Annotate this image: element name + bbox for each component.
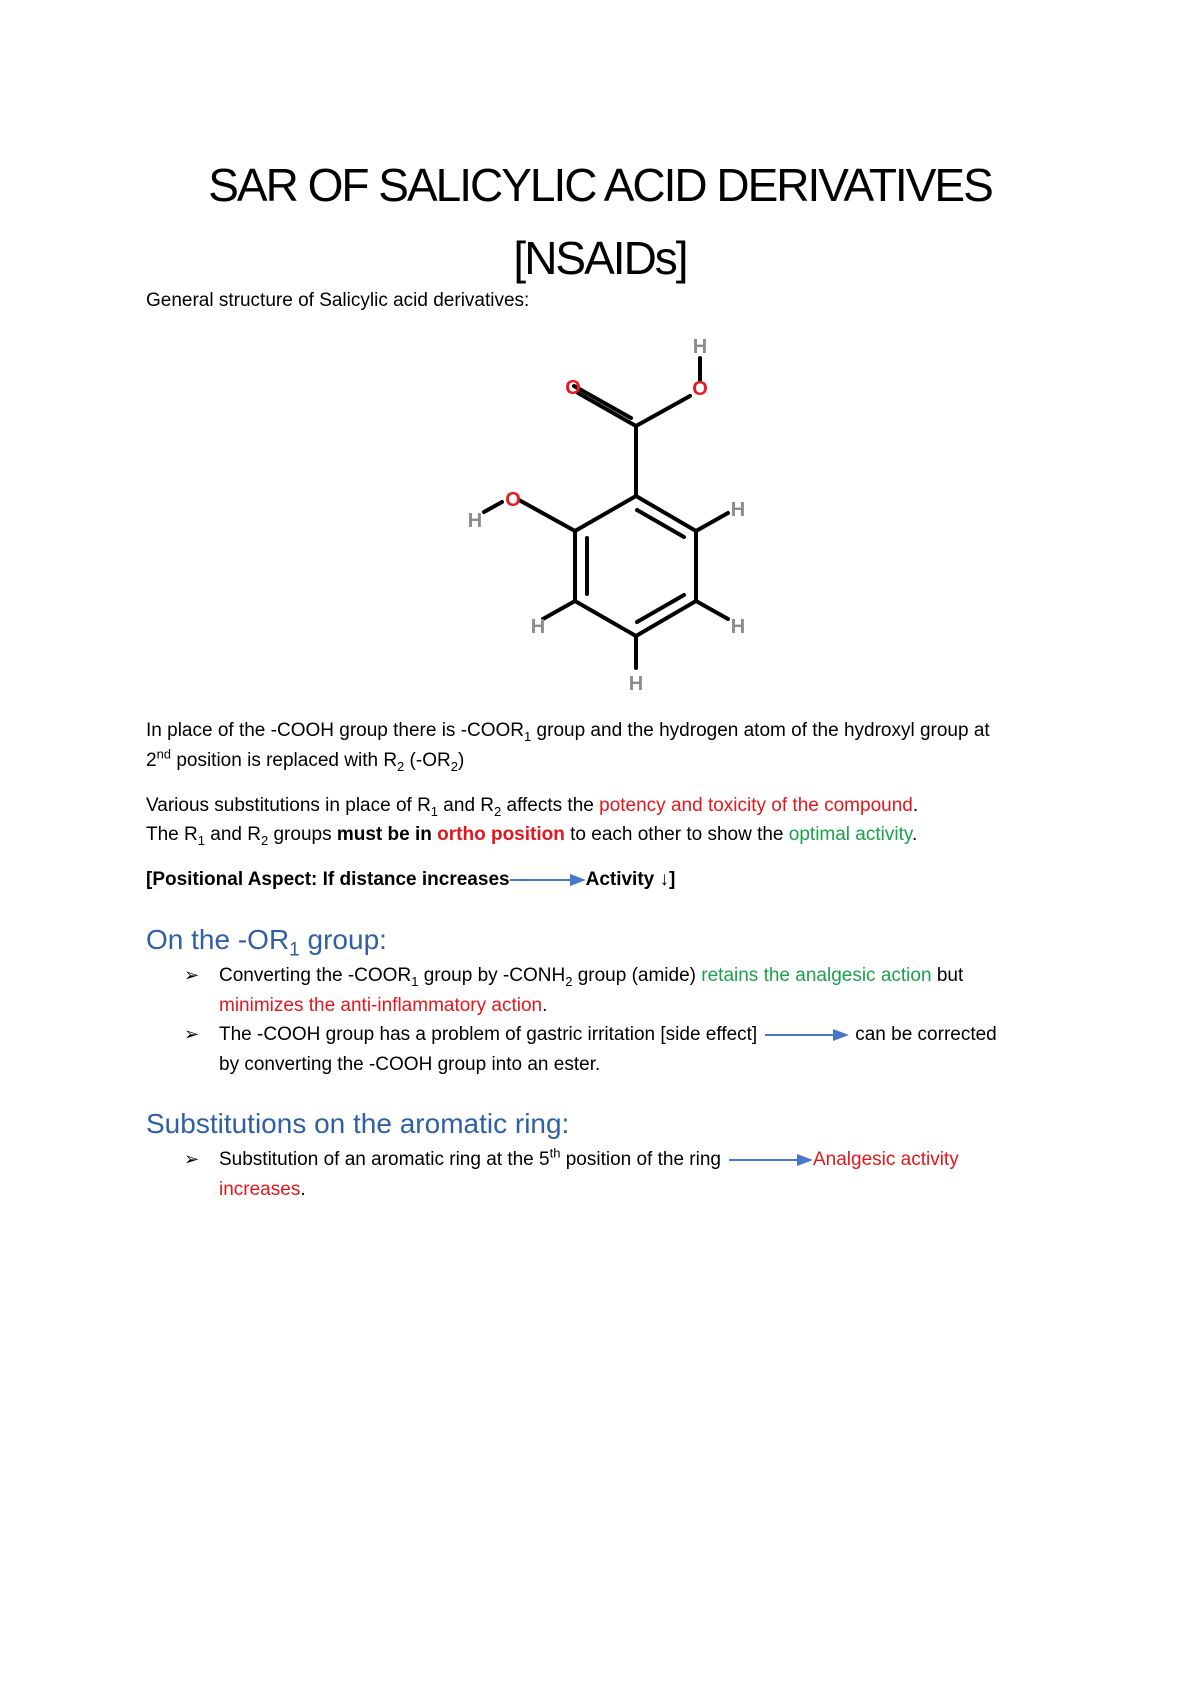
ring-hydrogen-label: H <box>730 499 746 521</box>
text-span: groups <box>268 824 337 845</box>
subscript: 2 <box>565 973 573 989</box>
list-item <box>219 1145 959 1170</box>
superscript: nd <box>156 746 172 762</box>
section-heading-or1 <box>146 924 387 961</box>
highlight-red: Analgesic activity <box>812 1149 959 1170</box>
highlight-red: minimizes the anti-inflammatory action <box>219 995 543 1016</box>
intro-text: General structure of Salicylic acid derivatives: <box>146 290 530 311</box>
ring-hydrogen-label: H <box>530 616 546 638</box>
text-span: . <box>300 1179 306 1200</box>
text-span: group: <box>299 924 387 955</box>
bullet-arrow-icon: ➢ <box>184 965 200 985</box>
text-span: . <box>542 995 548 1016</box>
text-span: affects the <box>501 795 600 816</box>
highlight-red: increases <box>219 1179 301 1200</box>
subscript: 2 <box>450 758 458 774</box>
bullet-arrow-icon: ➢ <box>184 1024 200 1044</box>
subscript: 2 <box>397 758 405 774</box>
text-span: but <box>931 965 964 986</box>
text-span: and R <box>438 795 495 816</box>
subscript: 2 <box>494 803 502 819</box>
highlight-green: retains the analgesic action <box>701 965 932 986</box>
phenol-hydrogen-label: H <box>467 510 483 532</box>
page-title: SAR OF SALICYLIC ACID DERIVATIVES <box>208 159 992 211</box>
subscript: 1 <box>430 803 439 819</box>
text-span: The R <box>146 824 198 845</box>
subscript: 1 <box>197 832 205 848</box>
text-span: On the -OR <box>146 924 290 955</box>
subscript: 1 <box>289 939 300 961</box>
arrow-right-icon <box>765 1028 849 1042</box>
highlight-red: potency and toxicity of the compound <box>599 795 913 816</box>
acid-hydrogen-label: H <box>692 336 708 358</box>
list-item-continuation: by converting the -COOH group into an ester. <box>219 1054 601 1075</box>
acid-oxygen-label: O <box>692 378 708 400</box>
text-span: . <box>912 795 919 816</box>
text-span: group by -CONH <box>418 965 566 986</box>
phenol-oxygen-label: O <box>505 489 521 511</box>
text-span: Various substitutions in place of R <box>146 795 431 816</box>
arrow-right-icon <box>729 1153 813 1167</box>
text-span: and R <box>204 824 261 845</box>
bold-text: must be in <box>336 824 438 845</box>
text-span: Activity ↓] <box>585 869 676 890</box>
text-span: position is replaced with R <box>171 750 398 771</box>
bold-red-text: ortho position <box>437 824 565 845</box>
list-item <box>219 1025 997 1044</box>
text-span: group and the hydrogen atom of the hydroxyl group at <box>531 720 990 741</box>
salicylic-acid-structure <box>0 0 1200 720</box>
paragraph-replacement-line2 <box>146 746 465 774</box>
list-item-continuation <box>219 1180 306 1199</box>
text-span: Converting the -COOR <box>219 965 412 986</box>
bullet-arrow-icon: ➢ <box>184 1149 200 1169</box>
page-subtitle: [NSAIDs] <box>513 232 687 284</box>
text-span: group (amide) <box>572 965 702 986</box>
text-span: [Positional Aspect: If distance increases <box>146 869 510 890</box>
section-heading-aromatic-ring: Substitutions on the aromatic ring: <box>146 1108 570 1139</box>
text-span: The -COOH group has a problem of gastric irritation [side effect] <box>219 1024 758 1045</box>
paragraph-ortho <box>146 824 918 848</box>
highlight-green: optimal activity <box>788 824 912 845</box>
text-span: 2 <box>146 750 157 771</box>
text-span: In place of the -COOH group there is -COOR <box>146 720 525 741</box>
subscript: 1 <box>524 728 532 744</box>
ring-hydrogen-label: H <box>628 673 644 695</box>
paragraph-substitutions <box>146 795 919 819</box>
subscript: 1 <box>411 973 419 989</box>
text-span: position of the ring <box>560 1149 721 1170</box>
arrow-right-icon <box>510 873 586 887</box>
text-span: . <box>911 824 918 845</box>
text-span: (-OR <box>404 750 451 771</box>
subscript: 2 <box>260 832 269 848</box>
superscript: th <box>549 1145 561 1161</box>
positional-aspect <box>146 870 675 889</box>
ring-hydrogen-label: H <box>730 616 746 638</box>
list-item-continuation <box>219 996 547 1015</box>
list-item <box>219 965 964 989</box>
text-span: ) <box>457 750 465 771</box>
text-span: to each other to show the <box>564 824 789 845</box>
text-span: can be corrected <box>855 1024 997 1045</box>
text-span: Substitution of an aromatic ring at the 5 <box>219 1149 550 1170</box>
carbonyl-oxygen-label: O <box>565 377 581 399</box>
paragraph-replacement <box>146 720 990 744</box>
